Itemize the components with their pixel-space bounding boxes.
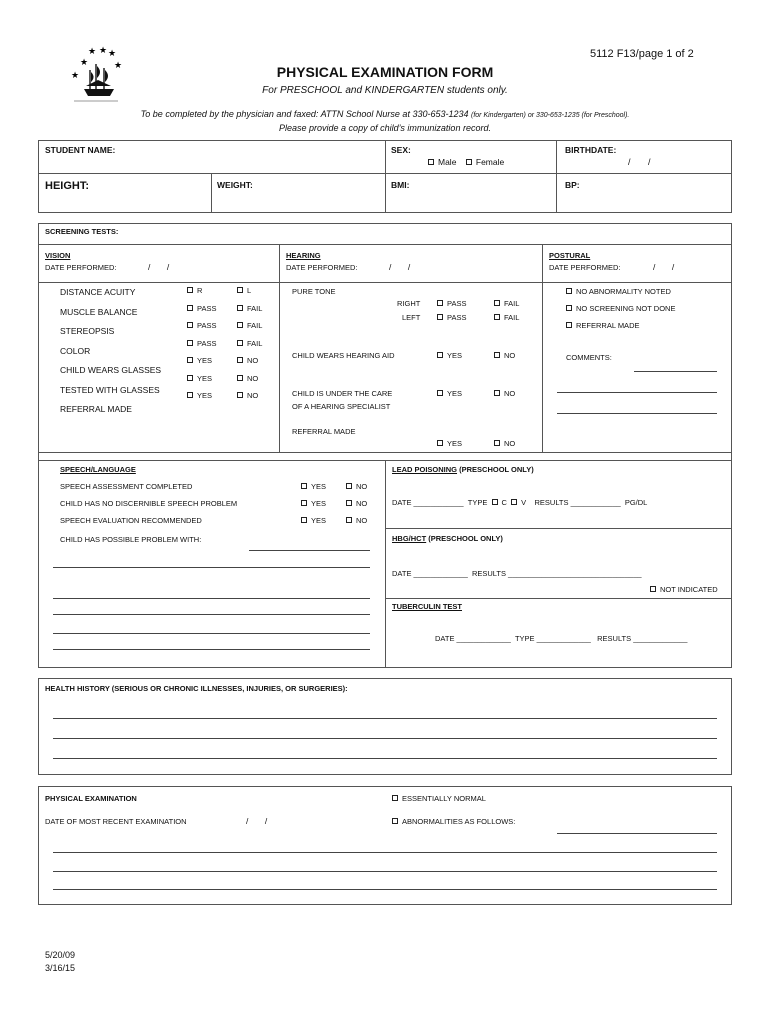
specialist-label-1: CHILD IS UNDER THE CARE [292, 389, 393, 398]
comments-line[interactable] [557, 413, 717, 414]
hearing-aid-yes-checkbox[interactable] [437, 352, 443, 358]
instructions-line2: Please provide a copy of child’s immunization record. [279, 123, 491, 133]
possible-problem-line[interactable] [249, 550, 370, 551]
svg-text:★: ★ [99, 46, 108, 56]
tb-date[interactable]: DATE _____________ [435, 634, 511, 643]
speech-yes-checkbox[interactable] [301, 500, 307, 506]
female-label: Female [475, 157, 505, 167]
hearing-referral-no-checkbox[interactable] [494, 440, 500, 446]
health-history-line[interactable] [53, 758, 717, 759]
tb-type[interactable]: TYPE _____________ [514, 634, 591, 643]
svg-text:★: ★ [114, 61, 123, 71]
bp-label: BP: [565, 180, 580, 190]
vision-checkbox[interactable] [237, 322, 243, 328]
hbg-results[interactable]: RESULTS ________________________________ [471, 569, 642, 578]
speech-rows [60, 482, 237, 533]
hearing-date-field[interactable]: / / [389, 262, 411, 272]
lead-v-checkbox[interactable] [511, 499, 517, 505]
hbg-title [392, 534, 503, 543]
vision-col2 [237, 286, 262, 409]
left-fail-checkbox[interactable] [494, 314, 500, 320]
speech-yes-col: YES YES YES [301, 482, 326, 533]
height-label: HEIGHT: [45, 180, 89, 192]
screening-header: SCREENING TESTS: [45, 227, 119, 236]
hbg-title-text: HBG/HCT [392, 534, 427, 543]
footer-date-1: 5/20/09 [45, 950, 76, 960]
lead-unit: PG/DL [624, 498, 648, 507]
form-id: 5112 F13/page 1 of 2 [590, 48, 694, 60]
postural-opt2: NO SCREENING NOT DONE [566, 304, 675, 313]
hbg-row [392, 569, 642, 578]
possible-problem-line[interactable] [53, 598, 370, 599]
student-name-label: STUDENT NAME: [45, 145, 116, 155]
abnormal-checkbox[interactable] [392, 818, 398, 824]
comments-label: COMMENTS: [566, 353, 612, 362]
hearing-referral-yes: YES [437, 439, 462, 448]
vision-checkbox[interactable] [187, 392, 193, 398]
vision-checkbox[interactable] [237, 287, 243, 293]
speech-no-checkbox[interactable] [346, 500, 352, 506]
vision-checkbox[interactable] [237, 340, 243, 346]
postural-opt3: REFERRAL MADE [566, 321, 639, 330]
abnormalities: ABNORMALITIES AS FOLLOWS: [392, 817, 515, 826]
lead-row: DATE ____________ TYPE C V RESULTS ____________ PG/DL [392, 498, 648, 507]
vision-option: YES [197, 391, 213, 400]
right-ear-label: RIGHT [397, 299, 421, 308]
physical-exam-box [38, 786, 732, 905]
physical-exam-line[interactable] [53, 871, 717, 872]
left-ear-label: LEFT [402, 313, 421, 322]
pure-tone-label: PURE TONE [292, 287, 336, 296]
hearing-aid-label: CHILD WEARS HEARING AID [292, 351, 395, 360]
female-checkbox[interactable] [466, 159, 472, 165]
hearing-referral-label: REFERRAL MADE [292, 427, 356, 436]
hearing-date-label: DATE PERFORMED: [286, 263, 358, 272]
vision-option: R [197, 286, 203, 295]
exam-date-field[interactable]: / / [246, 816, 268, 826]
instructions-main: To be completed by the physician and faxed: ATTN School Nurse at 330-653-1234 [140, 109, 469, 119]
page-subtitle: For PRESCHOOL and KINDERGARTEN students only. [262, 85, 508, 96]
right-pass: PASS [437, 299, 466, 308]
vision-option: NO [247, 356, 259, 365]
vision-date-field[interactable]: / / [148, 262, 170, 272]
speech-yes-checkbox[interactable] [301, 483, 307, 489]
specialist-yes: YES [437, 389, 462, 398]
vision-option: PASS [197, 338, 217, 348]
speech-yes-checkbox[interactable] [301, 517, 307, 523]
tb-results[interactable]: RESULTS _____________ [597, 634, 688, 643]
instructions [0, 109, 770, 119]
vision-checkbox[interactable] [187, 375, 193, 381]
vision-checkbox[interactable] [237, 392, 243, 398]
vision-checkbox[interactable] [237, 375, 243, 381]
svg-text:★: ★ [108, 49, 117, 59]
vision-row-label: CHILD WEARS GLASSES [60, 365, 162, 375]
bmi-label: BMI: [391, 180, 410, 190]
weight-label: WEIGHT: [217, 180, 253, 190]
vision-rows [60, 287, 161, 424]
svg-text:★: ★ [71, 71, 80, 81]
vision-checkbox[interactable] [187, 305, 193, 311]
possible-problem-line[interactable] [53, 649, 370, 650]
vision-option: YES [197, 373, 213, 383]
male-label: Male [438, 157, 457, 167]
postural-opt1: NO ABNORMALITY NOTED [566, 287, 671, 296]
lead-title-text: LEAD POISONING [392, 465, 458, 474]
student-name-field[interactable] [120, 143, 380, 169]
lead-date[interactable]: DATE ____________ [392, 498, 464, 507]
speech-row-label: SPEECH ASSESSMENT COMPLETED [60, 482, 193, 491]
hbg-title-suffix: (PRESCHOOL ONLY) [428, 534, 503, 543]
health-history-label: HEALTH HISTORY (SERIOUS OR CHRONIC ILLNESSES, INJURIES, OR SURGERIES): [45, 684, 348, 693]
left-pass: PASS [437, 313, 466, 322]
vision-option: PASS [197, 303, 217, 313]
physical-exam-label: PHYSICAL EXAMINATION [45, 794, 137, 803]
birthdate-field[interactable]: / / [628, 157, 651, 167]
vision-checkbox[interactable] [187, 340, 193, 346]
birthdate-label: BIRTHDATE: [565, 145, 617, 155]
svg-text:★: ★ [80, 58, 89, 68]
normal-checkbox[interactable] [392, 795, 398, 801]
male-checkbox[interactable] [428, 159, 434, 165]
possible-problem-line[interactable] [53, 567, 370, 568]
specialist-label-2: OF A HEARING SPECIALIST [292, 402, 391, 411]
lead-type-label: TYPE [467, 498, 488, 507]
tb-row [435, 634, 687, 643]
postural-title: POSTURAL [549, 251, 591, 260]
vision-row-label: DISTANCE ACUITY [60, 287, 136, 297]
abnormalities-line[interactable] [557, 833, 717, 834]
left-pass-checkbox[interactable] [437, 314, 443, 320]
hearing-aid-no: NO [494, 351, 515, 360]
sex-options [428, 157, 504, 167]
lead-title-suffix: (PRESCHOOL ONLY) [459, 465, 534, 474]
not-indicated: NOT INDICATED [650, 585, 718, 594]
specialist-no: NO [494, 389, 515, 398]
vision-option: FAIL [247, 321, 263, 330]
hbg-date[interactable]: DATE _____________ [392, 569, 468, 578]
comments-line[interactable] [557, 392, 717, 393]
speech-no-checkbox[interactable] [346, 483, 352, 489]
vision-option: FAIL [247, 303, 263, 313]
right-pass-checkbox[interactable] [437, 300, 443, 306]
speech-no-col: NO NO NO [346, 482, 367, 533]
footer-date-2: 3/16/15 [45, 963, 76, 973]
tb-title: TUBERCULIN TEST [392, 602, 462, 611]
left-fail: FAIL [494, 313, 519, 322]
lead-results[interactable]: RESULTS ____________ [534, 498, 621, 507]
possible-problem-line[interactable] [53, 614, 370, 615]
vision-date-label: DATE PERFORMED: [45, 263, 117, 272]
page-title: PHYSICAL EXAMINATION FORM [276, 64, 494, 80]
essentially-normal: ESSENTIALLY NORMAL [392, 794, 486, 803]
physical-exam-line[interactable] [53, 852, 717, 853]
vision-option: YES [197, 356, 213, 365]
vision-checkbox[interactable] [187, 287, 193, 293]
postural-referral-checkbox[interactable] [566, 322, 572, 328]
right-fail-checkbox[interactable] [494, 300, 500, 306]
vision-option: NO [247, 373, 259, 383]
hearing-aid-no-checkbox[interactable] [494, 352, 500, 358]
vision-option: FAIL [247, 338, 263, 348]
no-abnormality-checkbox[interactable] [566, 288, 572, 294]
physical-exam-line[interactable] [53, 889, 717, 890]
no-screening-checkbox[interactable] [566, 305, 572, 311]
vision-option: L [247, 286, 252, 295]
health-history-line[interactable] [53, 738, 717, 739]
vision-title: VISION [45, 251, 71, 260]
lead-c-checkbox[interactable] [492, 499, 498, 505]
possible-problem-line[interactable] [53, 633, 370, 634]
hearing-referral-yes-checkbox[interactable] [437, 440, 443, 446]
speech-row-label: CHILD HAS NO DISCERNIBLE SPEECH PROBLEM [60, 499, 238, 508]
speech-no-checkbox[interactable] [346, 517, 352, 523]
specialist-yes-checkbox[interactable] [437, 390, 443, 396]
postural-date-field[interactable]: / / [653, 262, 675, 272]
speech-row-label: SPEECH EVALUATION RECOMMENDED [60, 516, 202, 525]
vision-checkbox[interactable] [187, 322, 193, 328]
sex-label: SEX: [391, 145, 411, 155]
vision-checkbox[interactable] [237, 305, 243, 311]
hearing-aid-yes: YES [437, 351, 462, 360]
postural-date-label: DATE PERFORMED: [549, 263, 621, 272]
svg-text:★: ★ [88, 47, 97, 57]
vision-row-label: MUSCLE BALANCE [60, 306, 138, 317]
exam-date-label: DATE OF MOST RECENT EXAMINATION [45, 817, 187, 826]
vision-row-label: COLOR [60, 345, 91, 356]
vision-checkbox[interactable] [237, 357, 243, 363]
possible-problem-label: CHILD HAS POSSIBLE PROBLEM WITH: [60, 535, 202, 544]
vision-option: NO [247, 391, 259, 400]
vision-checkbox[interactable] [187, 357, 193, 363]
health-history-line[interactable] [53, 718, 717, 719]
vision-row-label: TESTED WITH GLASSES [60, 384, 160, 395]
vision-row-label: REFERRAL MADE [60, 404, 132, 414]
right-fail: FAIL [494, 299, 519, 308]
vision-row-label: STEREOPSIS [60, 326, 115, 336]
comments-line[interactable] [634, 371, 717, 372]
vision-option: PASS [197, 321, 217, 330]
lead-title [392, 465, 534, 474]
hearing-title: HEARING [286, 251, 321, 260]
specialist-no-checkbox[interactable] [494, 390, 500, 396]
speech-title: SPEECH/LANGUAGE [60, 465, 136, 474]
vision-col1 [187, 286, 216, 409]
hearing-referral-no: NO [494, 439, 515, 448]
instructions-fax: (for Kindergarten) or 330-653-1235 (for Preschool). [471, 112, 630, 119]
not-indicated-checkbox[interactable] [650, 586, 656, 592]
